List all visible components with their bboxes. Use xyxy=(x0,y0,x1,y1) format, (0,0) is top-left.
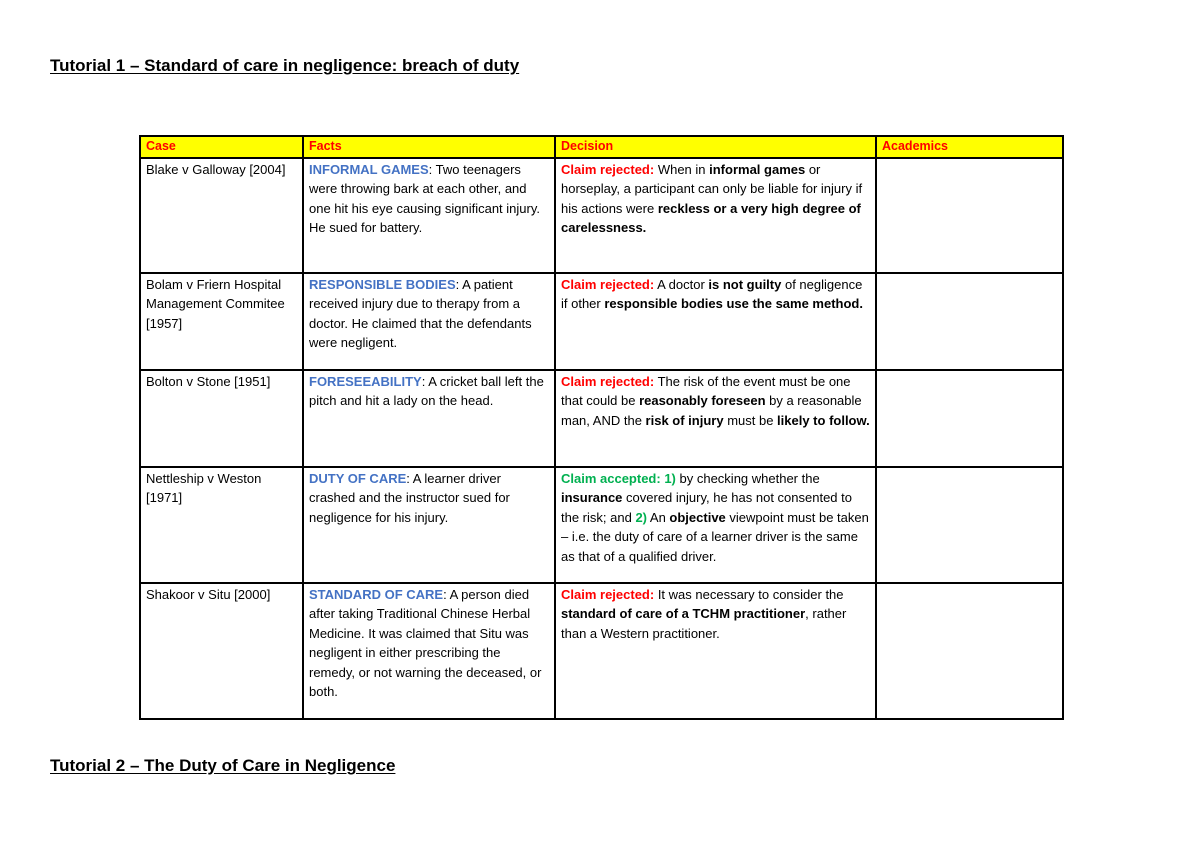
decision-cell xyxy=(555,467,876,583)
decision-cell xyxy=(555,583,876,719)
case-rows xyxy=(140,158,1063,719)
facts-topic: DUTY OF CARE xyxy=(309,471,407,486)
facts-text: : A learner driver crashed and the instructor sued for negligence for his injury. xyxy=(309,471,510,525)
column-header-case: Case xyxy=(140,136,303,158)
decision-segment: Claim accepted: xyxy=(561,471,661,486)
column-header-facts: Facts xyxy=(303,136,555,158)
table-row xyxy=(140,273,1063,370)
decision-segment: responsible bodies use the same method. xyxy=(604,296,863,312)
decision-segment: Claim rejected: xyxy=(561,587,655,602)
decision-segment: standard of care of a TCHM practitioner xyxy=(561,606,806,622)
decision-segment: viewpoint must be taken – i.e. the duty of care of a learner driver is the same as that of a qualified driver. xyxy=(561,509,869,564)
decision-segment: Claim rejected: xyxy=(561,162,655,177)
decision-segment: or horseplay, a participant can only be liable for injury if his actions were xyxy=(561,162,863,216)
decision-cell xyxy=(555,273,876,370)
academics-cell xyxy=(876,583,1063,719)
academics-cell xyxy=(876,273,1063,370)
facts-cell xyxy=(303,583,555,719)
table-row xyxy=(140,467,1063,583)
decision-segment: reasonably foreseen xyxy=(639,393,766,409)
facts-text: : Two teenagers were throwing bark at each other, and one hit his eye causing significant injury. He sued for battery. xyxy=(309,162,540,236)
academics-cell xyxy=(876,467,1063,583)
decision-segment: covered injury, he has not consented to the risk; and xyxy=(561,490,852,525)
decision-segment: The risk of the event must be one that could be xyxy=(561,374,851,409)
decision-segment: by checking whether the xyxy=(675,471,820,486)
case-cell: Nettleship v Weston [1971] xyxy=(140,467,303,583)
decision-segment: Claim rejected: xyxy=(561,277,655,292)
facts-text: : A cricket ball left the pitch and hit a lady on the head. xyxy=(309,374,544,409)
case-cell: Shakoor v Situ [2000] xyxy=(140,583,303,719)
decision-segment: 2) xyxy=(635,509,647,525)
decision-segment: An xyxy=(647,509,670,525)
table-row xyxy=(140,370,1063,467)
decision-cell xyxy=(555,370,876,467)
decision-segment: must be xyxy=(723,412,778,428)
facts-topic: FORESEEABILITY xyxy=(309,374,422,389)
facts-cell xyxy=(303,273,555,370)
column-header-decision: Decision xyxy=(555,136,876,158)
facts-cell xyxy=(303,158,555,273)
decision-segment: objective xyxy=(669,509,726,525)
decision-segment: by a reasonable man, AND the xyxy=(561,393,862,428)
facts-topic: INFORMAL GAMES xyxy=(309,162,429,177)
table-row xyxy=(140,583,1063,719)
decision-segment: It was necessary to consider the xyxy=(654,587,844,602)
facts-text: : A patient received injury due to therapy from a doctor. He claimed that the defendants were negligent. xyxy=(309,277,532,351)
decision-cell xyxy=(555,158,876,273)
table-header-row xyxy=(140,136,1063,158)
decision-segment: is not guilty xyxy=(708,277,782,292)
decision-segment: reckless or a very high degree of carelessness. xyxy=(561,200,861,236)
facts-text: : A person died after taking Traditional Chinese Herbal Medicine. It was claimed that Situ was negligent in either prescribing the remedy, or not warning the deceased, or both. xyxy=(309,587,542,700)
decision-segment: likely to follow. xyxy=(777,412,870,428)
decision-segment: , rather than a Western practitioner. xyxy=(561,606,847,641)
decision-segment: risk of injury xyxy=(645,412,724,428)
case-table xyxy=(139,135,1064,720)
decision-segment: of negligence if other xyxy=(561,277,863,312)
decision-segment: 1) xyxy=(664,471,676,486)
decision-segment: informal games xyxy=(709,162,806,177)
case-cell: Bolton v Stone [1951] xyxy=(140,370,303,467)
facts-cell xyxy=(303,467,555,583)
academics-cell xyxy=(876,158,1063,273)
facts-cell xyxy=(303,370,555,467)
decision-segment: When in xyxy=(654,162,710,177)
facts-topic: STANDARD OF CARE xyxy=(309,587,444,602)
table-row xyxy=(140,158,1063,273)
case-cell: Blake v Galloway [2004] xyxy=(140,158,303,273)
decision-segment: insurance xyxy=(561,490,623,506)
academics-cell xyxy=(876,370,1063,467)
decision-segment: A doctor xyxy=(654,277,709,292)
tutorial-2-heading: Tutorial 2 – The Duty of Care in Negligence xyxy=(50,756,396,775)
facts-topic: RESPONSIBLE BODIES xyxy=(309,277,456,292)
column-header-academics: Academics xyxy=(876,136,1063,158)
tutorial-1-heading: Tutorial 1 – Standard of care in negligence: breach of duty xyxy=(50,56,520,75)
case-cell: Bolam v Friern Hospital Management Commitee [1957] xyxy=(140,273,303,370)
decision-segment: Claim rejected: xyxy=(561,374,655,389)
